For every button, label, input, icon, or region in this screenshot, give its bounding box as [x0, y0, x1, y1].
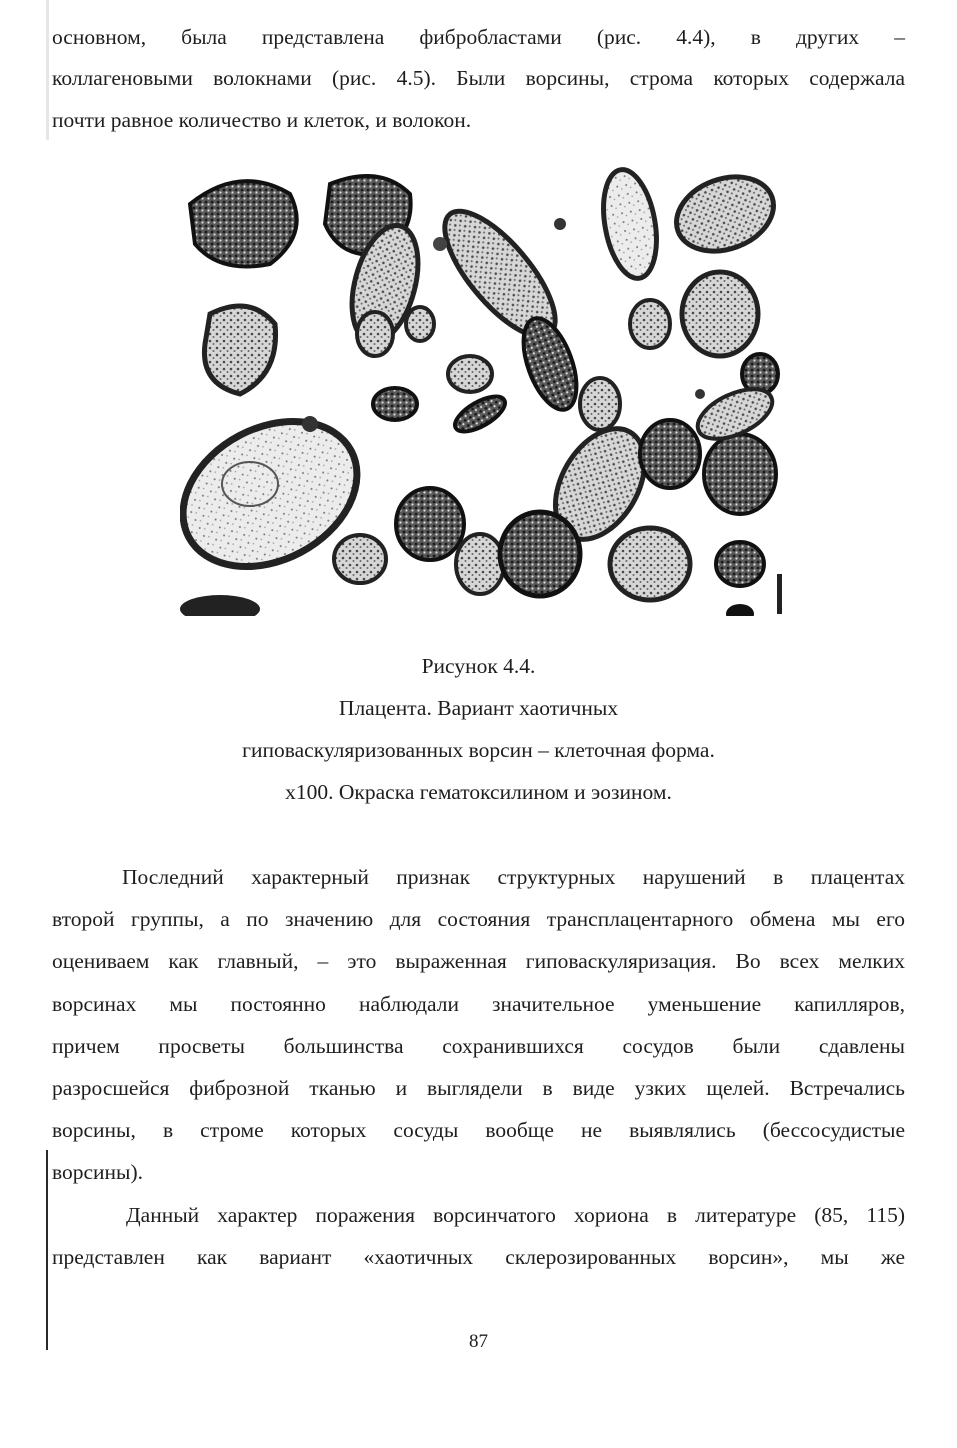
caption-line: Плацента. Вариант хаотичных: [338, 696, 619, 720]
text-line: Данный характер поражения ворсинчатого хориона в литературе (85, 115): [126, 1203, 905, 1227]
text-line: почти равное количество и клеток, и волокон.: [52, 108, 472, 132]
text-line: разросшейся фиброзной тканью и выглядели в виде узких щелей. Встречались: [52, 1076, 905, 1100]
text-line: второй группы, а по значению для состояния трансплацентарного обмена мы его: [52, 907, 905, 931]
caption-line: гиповаскуляризованных ворсин – клеточная форма.: [242, 738, 715, 762]
text-line: ворсины).: [52, 1160, 144, 1184]
text-line: основном, была представлена фибробластами (рис. 4.4), в других –: [52, 25, 905, 49]
text-line: причем просветы большинства сохранившихся сосудов были сдавлены: [52, 1034, 905, 1058]
text-line: коллагеновыми волокнами (рис. 4.5). Были ворсины, строма которых содержала: [52, 66, 905, 90]
text-line: ворсины, в строме которых сосуды вообще не выявлялись (бессосудистые: [52, 1118, 905, 1142]
scan-margin-shadow: [46, 0, 49, 140]
micrograph-placenta-villi: [180, 164, 782, 616]
scan-margin-line: [46, 1150, 48, 1350]
page-number: 87: [469, 1331, 488, 1352]
caption-line: х100. Окраска гематоксилином и эозином.: [285, 780, 672, 804]
text-line: Последний характерный признак структурных нарушений в плацентах: [122, 865, 905, 889]
text-line: ворсинах мы постоянно наблюдали значительное уменьшение капилляров,: [52, 992, 905, 1016]
text-line: представлен как вариант «хаотичных склерозированных ворсин», мы же: [52, 1245, 905, 1269]
text-line: оцениваем как главный, – это выраженная гиповаскуляризация. Во всех мелких: [52, 949, 905, 973]
figure-number: Рисунок 4.4.: [421, 654, 536, 678]
